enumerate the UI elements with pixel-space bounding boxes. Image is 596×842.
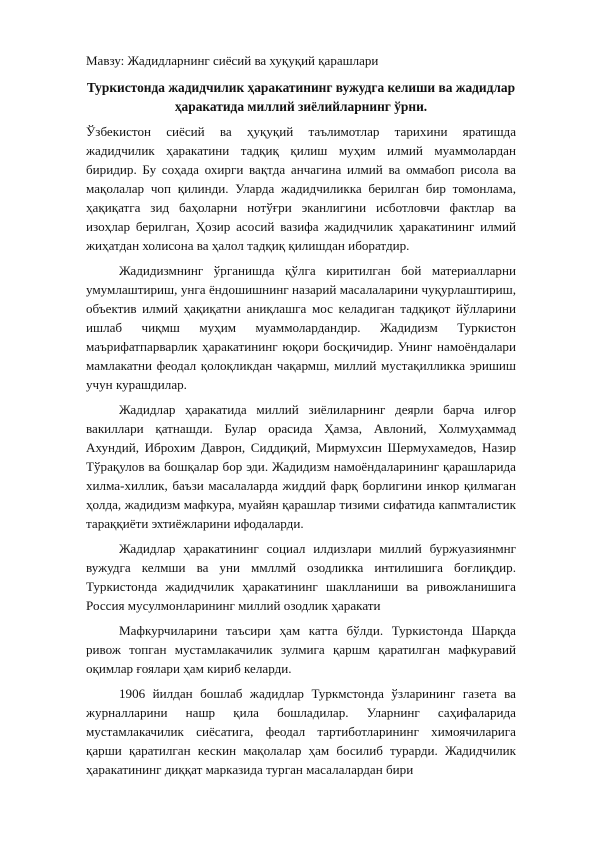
- document-page: [86, 52, 516, 785]
- document-title: Туркистонда жадидчилик ҳаракатининг вужудга келиши ва жадидлар ҳаракатида миллий зиёлийларнинг ўрни.: [86, 80, 516, 114]
- topic-line: Мавзу: Жадидларнинг сиёсий ва хуқуқий қарашлари: [86, 53, 379, 68]
- paragraph-members: Жадидлар ҳаракатида миллий зиёлиларнинг деярли барча илғор вакиллари қатнашди. Булар орасида Ҳамза, Авлоний, Холмуҳаммад Ахундий, Иброхим Даврон, Сиддиқий, Мирмухсин Шермухамедов, Назир Тўрақулов ва бошқалар бор эди. Жадидизм намоёндаларининг қарашларида хилма-хиллик, баъзи масалаларда жиддий фарқ борлигини инкор қилмаган ҳолда, жадидизм мафкура, муайян қарашлар тизими сифатида капмталистик тараққиёти эхтиёжларини ифодаларди.: [86, 402, 516, 531]
- paragraph-roots: Жадидлар ҳаракатининг социал илдизлари миллий буржуазиянмнг вужудга келмши ва уни ммллмй озодликка интилишига боғлиқдир. Туркистонда жадидчилик ҳаракатининг шаклланиши ва ривожланишига Россия мусулмонларининг миллий озодлик ҳаракати: [86, 541, 516, 613]
- paragraph-press: 1906 йилдан бошлаб жадидлар Туркмстонда ўзларининг газета ва журналларини нашр қила бошладилар. Уларнинг саҳифаларида мустамлакачилик сиёсатига, феодал тартиботларининг химоячиларига қарши қаратилган кескин мақолалар ҳам босилиб турарди. Жадидчилик ҳаракатининг диққат марказида турган масалалардан бири: [86, 686, 516, 777]
- paragraph-study: Жадидизмнинг ўрганишда қўлга киритилган бой материалларни умумлаштириш, унга ёндошишнинг назарий масалаларини чуқурлаштириш, объектив илмий ҳақиқатни аниқлашга мос келадиган тадқиқот йўлларини ишлаб чиқмш муҳим муаммолардандир. Жадидизм Туркистон маърифатпарварлик ҳаракатининг юқори босқичидир. Унинг намоёндалари мамлакатни феодал қолоқликдан чақармш, миллий мустақилликка эришиш учун курашдилар.: [86, 263, 516, 392]
- paragraph-influence: Мафкурчиларини таъсири ҳам катта бўлди. Туркистонда Шарқда ривож топган мустамлакачилик зулмига қаршм қаратилган мафкуравий оқимлар ғоялари ҳам кириб келарди.: [86, 623, 516, 676]
- paragraph-intro: Ўзбекистон сиёсий ва ҳуқуқий таълимотлар тарихини яратишда жадидчилик ҳаракатини тадқиқ қилиш муҳим илмий муаммолардан биридир. Бу соҳада охирги вақтда анчагина илмий ва оммабоп рисола ва мақолалар чоп қилинди. Уларда жадидчиликка берилган бир томонлама, ҳақиқатга зид баҳоларни нотўғри эканлигини исботловчи фактлар ва изоҳлар берилган, Ҳозир асосий вазифа жадидчилик ҳаракатининг илмий жиҳатдан холисона ва ҳалол тадқиқ қилишдан иборатдир.: [86, 124, 516, 253]
